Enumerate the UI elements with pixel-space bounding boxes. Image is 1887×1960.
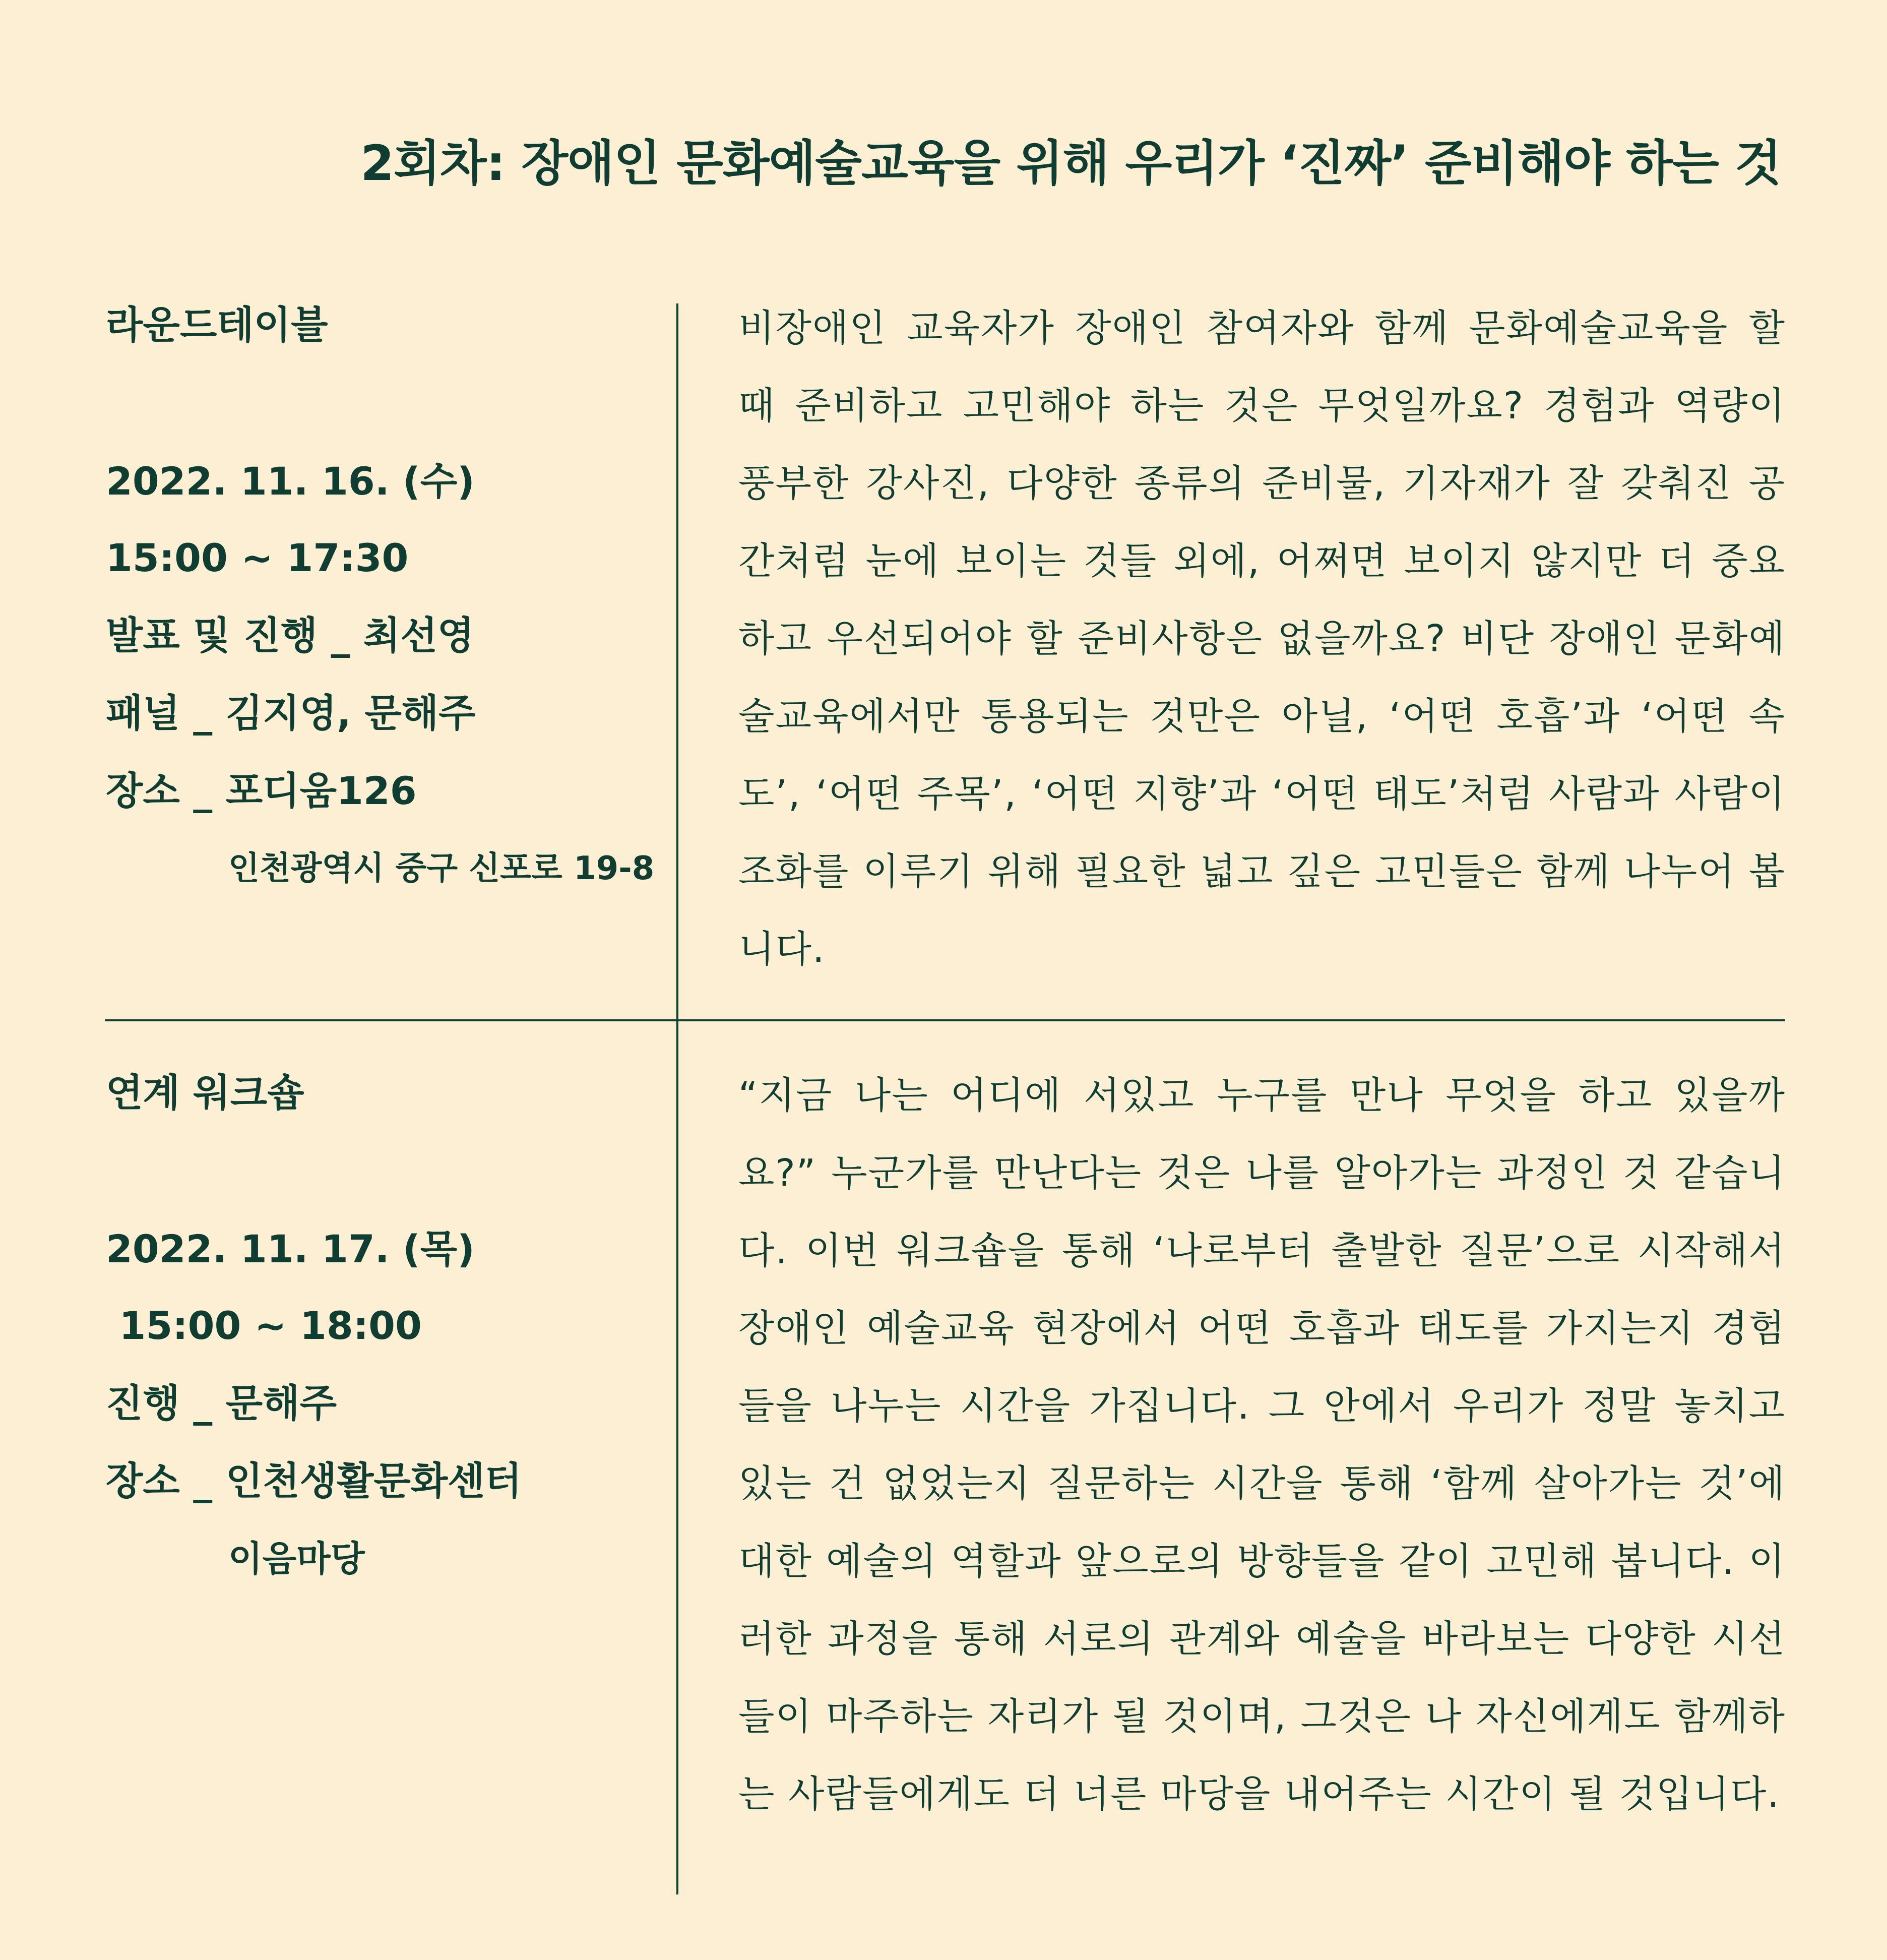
workshop-venue-detail: 이음마당 <box>228 1538 365 1579</box>
workshop-host: 진행 _ 문해주 <box>106 1381 337 1426</box>
workshop-time: 15:00 ~ 18:00 <box>106 1303 422 1348</box>
roundtable-venue: 장소 _ 포디움126 <box>106 768 417 813</box>
workshop-description: “지금 나는 어디에 서있고 누구를 만나 무엇을 하고 있을까요?” 누군가를 만난다는 것은 나를 알아가는 과정인 것 같습니다. 이번 워크숍을 통해 ‘나로부터 출발한 질문’으로 시작해서 장애인 예술교육 현장에서 어떤 호흡과 태도를 가지는지 경험들을 나누는 시간을 가집니다. 그 안에서 우리가 정말 놓치고 있는 건 없었는지 질문하는 시간을 통해 ‘함께 살아가는 것’에 대한 예술의 역할과 앞으로의 방향들을 같이 고민해 봅니다. 이러한 과정을 통해 서로의 관계와 예술을 바라보는 다양한 시선들이 마주하는 자리가 될 것이며, 그것은 나 자신에게도 함께하는 사람들에게도 더 너른 마당을 내어주는 시간이 될 것입니다. <box>738 1074 1786 1816</box>
workshop-heading: 연계 워크숍 <box>106 1070 304 1115</box>
roundtable-presenter: 발표 및 진행 _ 최선영 <box>106 613 475 658</box>
workshop-venue: 장소 _ 인천생활문화센터 <box>106 1458 522 1503</box>
column-divider-bottom <box>676 1021 678 1894</box>
roundtable-heading: 라운드테이블 <box>106 302 328 347</box>
roundtable-description: 비장애인 교육자가 장애인 참여자와 함께 문화예술교육을 할 때 준비하고 고민해야 하는 것은 무엇일까요? 경험과 역량이 풍부한 강사진, 다양한 종류의 준비물, 기자재가 잘 갖춰진 공간처럼 눈에 보이는 것들 외에, 어쩌면 보이지 않지만 더 중요하고 우선되어야 할 준비사항은 없을까요? 비단 장애인 문화예술교육에서만 통용되는 것만은 아닐, ‘어떤 호흡’과 ‘어떤 속도’, ‘어떤 주목’, ‘어떤 지향’과 ‘어떤 태도’처럼 사람과 사람이 조화를 이루기 위해 필요한 넓고 깊은 고민들은 함께 나누어 봅니다. <box>738 307 1786 971</box>
section-divider <box>105 1019 1785 1021</box>
roundtable-time: 15:00 ~ 17:30 <box>106 535 409 580</box>
roundtable-date: 2022. 11. 16. (수) <box>106 459 475 504</box>
page-title: 2회차: 장애인 문화예술교육을 위해 우리가 ‘진짜’ 준비해야 하는 것 <box>360 135 1781 192</box>
roundtable-panel: 패널 _ 김지영, 문해주 <box>106 691 476 736</box>
roundtable-address: 인천광역시 중구 신포로 19-8 <box>228 850 655 887</box>
column-divider-top <box>676 303 678 1019</box>
workshop-date: 2022. 11. 17. (목) <box>106 1227 475 1271</box>
